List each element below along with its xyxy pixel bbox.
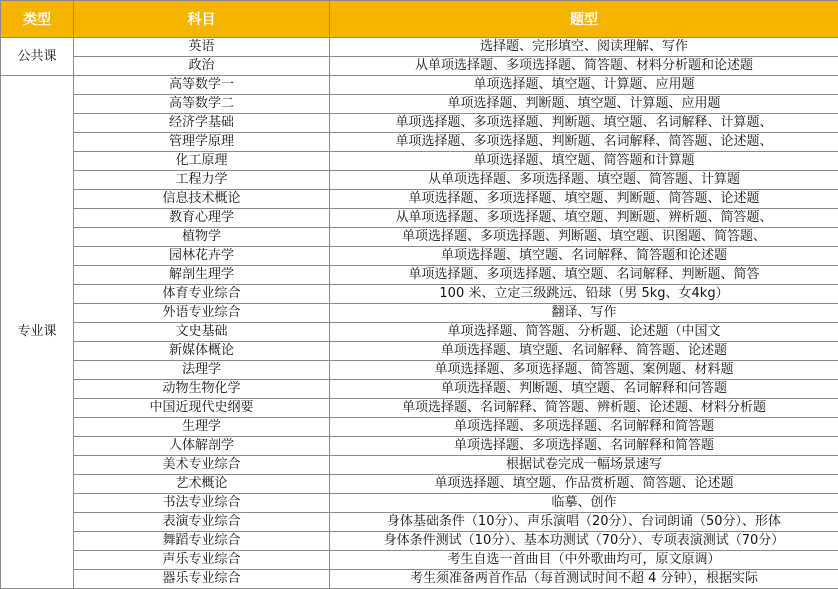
subject-cell: 声乐专业综合	[74, 551, 330, 570]
question-type-cell: 身体基础条件（10分）、声乐演唱（20分）、台词朗诵（50分）、形体	[330, 513, 838, 532]
question-type-cell: 单项选择题、填空题、名词解释、简答题和论述题	[330, 247, 838, 266]
question-type-cell: 单项选择题、填空题、计算题、应用题	[330, 76, 838, 95]
subject-cell: 体育专业综合	[74, 285, 330, 304]
question-type-cell: 100 米、立定三级跳远、铅球（男 5kg、女4kg）	[330, 285, 838, 304]
subject-cell: 化工原理	[74, 152, 330, 171]
header-subject: 科目	[74, 1, 330, 38]
table-row	[1, 171, 838, 190]
question-type-cell: 单项选择题、填空题、简答题和计算题	[330, 152, 838, 171]
question-type-cell: 考生须准备两首作品（每首测试时间不超 4 分钟），根据实际	[330, 570, 838, 589]
category-cell: 公共课	[1, 38, 74, 76]
question-type-cell: 翻译、写作	[330, 304, 838, 323]
table-row	[1, 304, 838, 323]
question-type-cell: 单项选择题、多项选择题、简答题、案例题、材料题	[330, 361, 838, 380]
table-row	[1, 513, 838, 532]
subject-cell: 生理学	[74, 418, 330, 437]
table-row	[1, 399, 838, 418]
subject-cell: 园林花卉学	[74, 247, 330, 266]
subject-cell: 法理学	[74, 361, 330, 380]
table-row	[1, 456, 838, 475]
question-type-cell: 单项选择题、填空题、名词解释、简答题、论述题	[330, 342, 838, 361]
question-type-cell: 单项选择题、多项选择题、判断题、名词解释、简答题、论述题、	[330, 133, 838, 152]
subject-cell: 政治	[74, 57, 330, 76]
subject-cell: 外语专业综合	[74, 304, 330, 323]
subject-cell: 表演专业综合	[74, 513, 330, 532]
question-type-cell: 考生自选一首曲目（中外歌曲均可，原文原调）	[330, 551, 838, 570]
table-row	[1, 437, 838, 456]
subject-cell: 新媒体概论	[74, 342, 330, 361]
subject-cell: 管理学原理	[74, 133, 330, 152]
table-row	[1, 247, 838, 266]
question-type-cell: 从单项选择题、多项选择题、填空题、判断题、辨析题、简答题、	[330, 209, 838, 228]
subject-cell: 艺术概论	[74, 475, 330, 494]
table-row	[1, 266, 838, 285]
question-type-cell: 选择题、完形填空、阅读理解、写作	[330, 38, 838, 57]
table-row	[1, 342, 838, 361]
subject-cell: 舞蹈专业综合	[74, 532, 330, 551]
table-row	[1, 323, 838, 342]
question-type-cell: 身体条件测试（10分）、基本功测试（70分）、专项表演测试（70分）	[330, 532, 838, 551]
question-type-cell: 单项选择题、简答题、分析题、论述题（中国文	[330, 323, 838, 342]
question-type-cell: 单项选择题、填空题、作品赏析题、简答题、论述题	[330, 475, 838, 494]
table-row	[1, 57, 838, 76]
subject-cell: 高等数学二	[74, 95, 330, 114]
subject-cell: 信息技术概论	[74, 190, 330, 209]
category-cell: 专业课	[1, 76, 74, 589]
question-type-cell: 单项选择题、多项选择题、名词解释和简答题	[330, 437, 838, 456]
subject-cell: 文史基础	[74, 323, 330, 342]
question-type-cell: 从单项选择题、多项选择题、简答题、材料分析题和论述题	[330, 57, 838, 76]
question-type-cell: 根据试卷完成一幅场景速写	[330, 456, 838, 475]
table-row	[1, 114, 838, 133]
header-row	[1, 1, 838, 38]
table-row	[1, 475, 838, 494]
question-type-cell: 单项选择题、多项选择题、名词解释和简答题	[330, 418, 838, 437]
subject-cell: 英语	[74, 38, 330, 57]
question-type-cell: 单项选择题、名词解释、简答题、辨析题、论述题、材料分析题	[330, 399, 838, 418]
question-type-cell: 单项选择题、判断题、填空题、名词解释和问答题	[330, 380, 838, 399]
table-row	[1, 38, 838, 57]
question-type-cell: 单项选择题、判断题、填空题、计算题、应用题	[330, 95, 838, 114]
table-row	[1, 494, 838, 513]
table-row	[1, 95, 838, 114]
subject-cell: 美术专业综合	[74, 456, 330, 475]
table-row	[1, 361, 838, 380]
subject-cell: 教育心理学	[74, 209, 330, 228]
table-row	[1, 380, 838, 399]
subject-cell: 植物学	[74, 228, 330, 247]
question-type-cell: 单项选择题、多项选择题、判断题、填空题、识图题、简答题、	[330, 228, 838, 247]
subject-cell: 经济学基础	[74, 114, 330, 133]
subject-cell: 器乐专业综合	[74, 570, 330, 589]
question-type-cell: 单项选择题、多项选择题、填空题、名词解释、判断题、简答	[330, 266, 838, 285]
header-question-type: 题型	[330, 1, 838, 38]
subject-cell: 中国近现代史纲要	[74, 399, 330, 418]
table-row	[1, 152, 838, 171]
subject-cell: 书法专业综合	[74, 494, 330, 513]
table-row	[1, 532, 838, 551]
subject-cell: 高等数学一	[74, 76, 330, 95]
question-type-cell: 临摹、创作	[330, 494, 838, 513]
table-row	[1, 551, 838, 570]
table-row	[1, 285, 838, 304]
question-type-cell: 从单项选择题、多项选择题、填空题、简答题、计算题	[330, 171, 838, 190]
table-row	[1, 228, 838, 247]
table-row	[1, 209, 838, 228]
table-row	[1, 190, 838, 209]
table-row	[1, 133, 838, 152]
subject-cell: 工程力学	[74, 171, 330, 190]
table-row	[1, 570, 838, 589]
table-body	[1, 38, 838, 589]
subject-cell: 解剖生理学	[74, 266, 330, 285]
table-row	[1, 418, 838, 437]
subject-cell: 人体解剖学	[74, 437, 330, 456]
question-type-cell: 单项选择题、多项选择题、判断题、填空题、名词解释、计算题、	[330, 114, 838, 133]
header-type: 类型	[1, 1, 74, 38]
table-row	[1, 76, 838, 95]
question-type-cell: 单项选择题、多项选择题、填空题、判断题、简答题、论述题	[330, 190, 838, 209]
subject-cell: 动物生物化学	[74, 380, 330, 399]
